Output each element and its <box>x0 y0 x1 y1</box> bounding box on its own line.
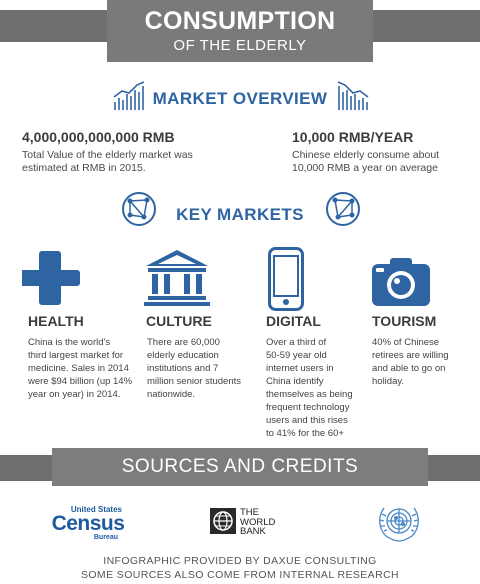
key-markets-heading: KEY MARKETS <box>176 205 304 224</box>
stat-desc-market: Total Value of the elderly market was estimated at RMB in 2015. <box>22 149 193 174</box>
un-emblem-icon <box>374 500 424 544</box>
world-bank-logo-text: THE WORLD BANK <box>240 507 276 537</box>
camera-icon <box>372 258 430 306</box>
market-desc-tourism: 40% of Chinese retirees are willing and able to go on holiday. <box>372 337 449 387</box>
footer-sources-line: SOME SOURCES ALSO COME FROM INTERNAL RESEARCH <box>80 569 400 581</box>
network-icon-left <box>120 190 158 228</box>
market-overview-heading: MARKET OVERVIEW <box>152 89 328 108</box>
footer-credit-line: INFOGRAPHIC PROVIDED BY DAXUE CONSULTING <box>103 555 377 567</box>
bar-chart-icon-left <box>112 80 146 112</box>
museum-icon <box>144 250 210 306</box>
header-banner <box>107 0 373 62</box>
phone-icon <box>268 247 304 311</box>
stat-value-market: 4,000,000,000,000 RMB <box>22 129 175 145</box>
page-subtitle: OF THE ELDERLY <box>173 37 307 54</box>
market-title-tourism: TOURISM <box>372 313 437 329</box>
stat-desc-per-year: Chinese elderly consume about 10,000 RMB a year on average <box>292 149 440 174</box>
market-desc-health: China is the world's third largest market for medicine. Sales in 2014 were $94 billion (up 14% year on year) in 2014. <box>28 337 133 400</box>
world-bank-globe-icon <box>210 508 236 534</box>
market-desc-culture: There are 60,000 elderly education institutions and 7 million senior students nationwide. <box>147 337 241 400</box>
sources-heading: SOURCES AND CREDITS <box>52 448 428 486</box>
market-title-digital: DIGITAL <box>266 313 321 329</box>
network-icon-right <box>324 190 362 228</box>
stat-value-per-year: 10,000 RMB/YEAR <box>292 129 414 145</box>
plus-icon <box>22 250 80 308</box>
market-desc-digital: Over a third of 50-59 year old internet users in China identify themselves as being frequent technology users and this rises to 41% for the 60+ <box>266 337 353 439</box>
census-logo: United States Census Bureau <box>51 505 125 541</box>
market-title-culture: CULTURE <box>146 313 212 329</box>
market-title-health: HEALTH <box>28 313 84 329</box>
page-title: CONSUMPTION <box>144 7 336 35</box>
header-stripe-right <box>373 10 480 42</box>
bar-chart-icon-right <box>336 80 370 112</box>
header-stripe-left <box>0 10 107 42</box>
